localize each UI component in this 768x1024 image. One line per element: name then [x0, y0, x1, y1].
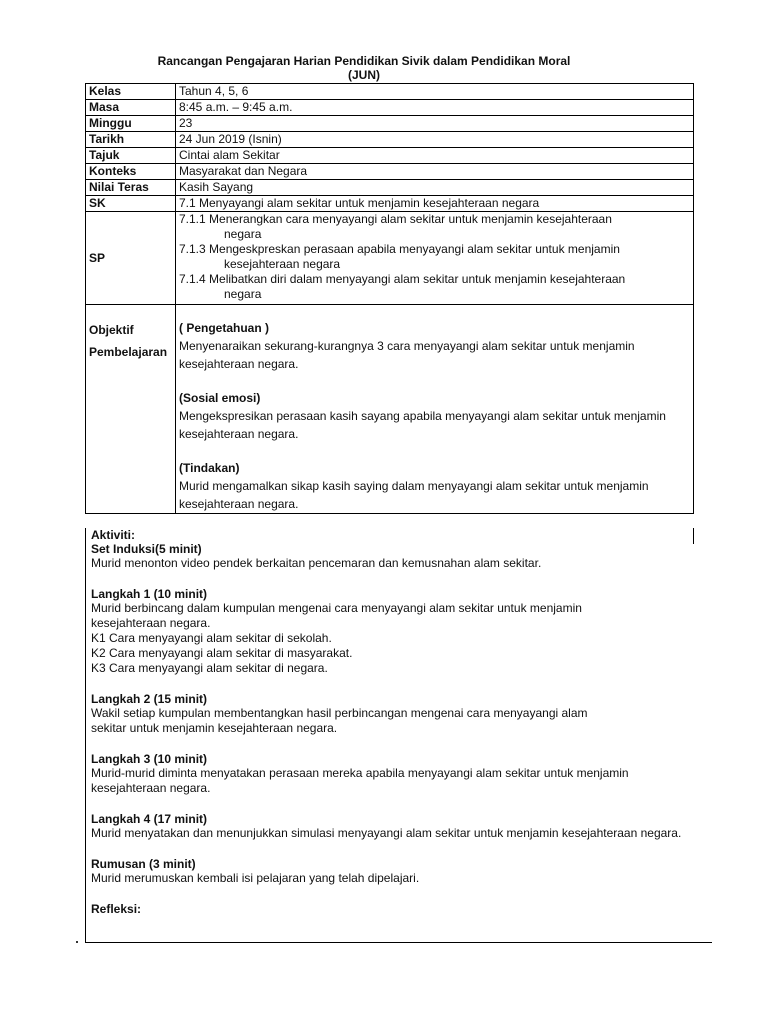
sp-item-line: 7.1.1 Menerangkan cara menyayangi alam sekitar untuk menjamin kesejahteraan — [179, 212, 612, 226]
lesson-info-table — [85, 83, 694, 514]
row-value: 8:45 a.m. – 9:45 a.m. — [176, 100, 694, 116]
activity-text: sekitar untuk menjamin kesejahteraan negara. — [91, 721, 338, 735]
table-row — [86, 148, 694, 164]
row-key: Kelas — [86, 84, 176, 100]
objektif-row — [86, 305, 694, 514]
objektif-text: Menyenaraikan sekurang-kurangnya 3 cara menyayangi alam sekitar untuk menjamin — [179, 339, 635, 353]
row-key: SK — [86, 196, 176, 212]
sp-key: SP — [86, 212, 176, 305]
row-value: Cintai alam Sekitar — [176, 148, 694, 164]
activity-section — [85, 528, 694, 943]
sp-value — [176, 212, 694, 305]
row-key: Minggu — [86, 116, 176, 132]
aktiviti-label: Aktiviti: — [91, 528, 136, 542]
objektif-heading: ( Pengetahuan ) — [179, 321, 270, 335]
refleksi-heading: Refleksi: — [91, 902, 142, 916]
sp-item-3 — [179, 272, 690, 302]
table-row — [86, 116, 694, 132]
row-value: Tahun 4, 5, 6 — [176, 84, 694, 100]
row-key: Nilai Teras — [86, 180, 176, 196]
activity-text: Murid berbincang dalam kumpulan mengenai cara menyayangi alam sekitar untuk menjamin — [91, 601, 582, 615]
row-key: Konteks — [86, 164, 176, 180]
stray-dot — [76, 941, 78, 943]
row-key: Tajuk — [86, 148, 176, 164]
row-value: Masyarakat dan Negara — [176, 164, 694, 180]
row-value: 23 — [176, 116, 694, 132]
objektif-heading: (Sosial emosi) — [179, 391, 261, 405]
set-induksi-heading: Set Induksi(5 minit) — [91, 542, 202, 556]
activity-text: Murid menyatakan dan menunjukkan simulasi menyayangi alam sekitar untuk menjamin kesejahteraan negara. — [91, 826, 682, 840]
title-line-2: (JUN) — [348, 68, 380, 82]
row-key: Masa — [86, 100, 176, 116]
table-row — [86, 84, 694, 100]
langkah-3-heading: Langkah 3 (10 minit) — [91, 752, 208, 766]
langkah-2-heading: Langkah 2 (15 minit) — [91, 692, 208, 706]
activity-text: K3 Cara menyayangi alam sekitar di negara. — [91, 661, 328, 675]
title-line-1: Rancangan Pengajaran Harian Pendidikan Sivik dalam Pendidikan Moral — [157, 54, 571, 68]
sp-row — [86, 212, 694, 305]
activity-text: Murid merumuskan kembali isi pelajaran yang telah dipelajari. — [91, 871, 420, 885]
activity-text: K1 Cara menyayangi alam sekitar di sekolah. — [91, 631, 332, 645]
objektif-heading: (Tindakan) — [179, 461, 240, 475]
activity-text: K2 Cara menyayangi alam sekitar di masyarakat. — [91, 646, 353, 660]
activity-bottom-border — [85, 942, 712, 943]
objektif-text: Murid mengamalkan sikap kasih saying dalam menyayangi alam sekitar untuk menjamin — [179, 479, 649, 493]
activity-text: kesejahteraan negara. — [91, 616, 211, 630]
row-value: Kasih Sayang — [176, 180, 694, 196]
document-title — [84, 54, 644, 82]
sp-item-line: 7.1.4 Melibatkan diri dalam menyayangi alam sekitar untuk menjamin kesejahteraan — [179, 272, 626, 286]
activity-text: Murid menonton video pendek berkaitan pencemaran dan kemusnahan alam sekitar. — [91, 556, 542, 570]
table-row — [86, 132, 694, 148]
activity-text: kesejahteraan negara. — [91, 781, 211, 795]
sp-item-1 — [179, 212, 690, 242]
table-row — [86, 180, 694, 196]
row-value: 7.1 Menyayangi alam sekitar untuk menjamin kesejahteraan negara — [176, 196, 694, 212]
objektif-text: kesejahteraan negara. — [179, 357, 299, 371]
rumusan-heading: Rumusan (3 minit) — [91, 857, 196, 871]
objektif-key — [86, 305, 176, 514]
sp-item-line: negara — [224, 227, 262, 241]
table-row — [86, 164, 694, 180]
objektif-text: kesejahteraan negara. — [179, 427, 299, 441]
sp-item-line: negara — [224, 287, 262, 301]
objektif-text: kesejahteraan negara. — [179, 497, 299, 511]
table-row — [86, 100, 694, 116]
langkah-4-heading: Langkah 4 (17 minit) — [91, 812, 208, 826]
objektif-text: Mengekspresikan perasaan kasih sayang apabila menyayangi alam sekitar untuk menjamin — [179, 409, 666, 423]
row-key: Tarikh — [86, 132, 176, 148]
activity-text: Murid-murid diminta menyatakan perasaan mereka apabila menyayangi alam sekitar untuk menjamin — [91, 766, 629, 780]
sp-item-line: kesejahteraan negara — [224, 257, 341, 271]
sp-item-2 — [179, 242, 690, 272]
objektif-value — [176, 305, 694, 514]
table-row — [86, 196, 694, 212]
row-value: 24 Jun 2019 (Isnin) — [176, 132, 694, 148]
objektif-key-line: Objektif — [89, 323, 134, 337]
sp-item-line: 7.1.3 Mengeskpreskan perasaan apabila menyayangi alam sekitar untuk menjamin — [179, 242, 620, 256]
activity-text: Wakil setiap kumpulan membentangkan hasil perbincangan mengenai cara menyayangi alam — [91, 706, 588, 720]
objektif-key-line: Pembelajaran — [89, 345, 168, 359]
langkah-1-heading: Langkah 1 (10 minit) — [91, 587, 208, 601]
